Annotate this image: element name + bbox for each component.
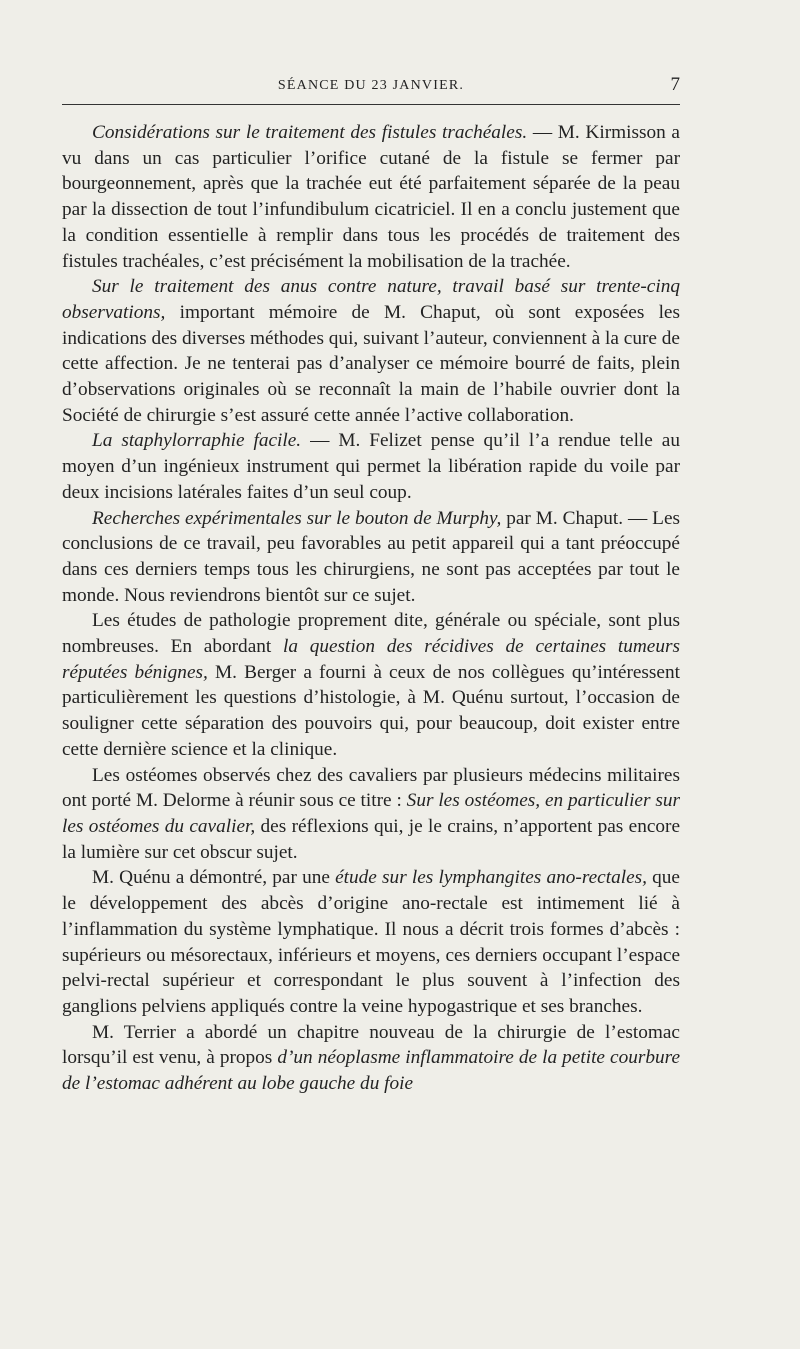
italic-title: Recherches expérimentales sur le bouton de Murphy, — [92, 507, 502, 529]
paragraph — [62, 865, 680, 1019]
running-head — [62, 76, 680, 98]
body-text — [62, 120, 680, 1097]
italic-title: étude sur les lymphangites ano-rectales, — [335, 867, 647, 889]
text-run: Les ostéomes observés chez des cavaliers par plusieurs médecins militaires ont porté M. Delorme à réunir sous ce titre : — [62, 764, 680, 812]
page-number: 7 — [670, 74, 680, 95]
italic-title: d’un néoplasme inflammatoire de la petite courbure de l’estomac adhérent au lobe gauche du foie — [62, 1047, 681, 1095]
paragraph — [62, 1020, 680, 1097]
italic-title: La staphylorraphie facile. — [92, 430, 302, 452]
text-run: — M. Felizet pense qu’il l’a rendue telle au moyen d’un ingénieux instrument qui permet la libération rapide du voile par deux incisions latérales faites d’un seul coup. — [62, 430, 680, 503]
text-run: M. Berger a fourni à ceux de nos collègues qu’intéressent particulièrement les questions d’histologie, à M. Quénu surtout, l’occasion de souligner cette séparation des pouvoirs qui, pour beaucoup, doit exister entre cette dernière science et la clinique. — [62, 661, 680, 760]
italic-title: Sur les ostéomes, en particulier sur les ostéomes du cavalier, — [62, 790, 680, 837]
paragraph — [62, 120, 680, 274]
italic-title: Considérations sur le traitement des fistules trachéales. — [92, 122, 528, 143]
text-run: par M. Chaput. — Les conclusions de ce travail, peu favorables au petit appareil qui a tant préoccupé dans ces derniers temps tous les chirurgiens, ne sont pas acceptées par tout le monde. Nous reviendrons bientôt sur ce sujet. — [62, 507, 680, 606]
italic-title: la question des récidives de certaines tumeurs réputées bénignes, — [62, 636, 680, 683]
text-run: Les études de pathologie proprement dite, générale ou spéciale, sont plus nombreuses. En abordant — [62, 610, 680, 658]
text-run: important mémoire de M. Chaput, où sont exposées les indications des diverses méthodes qui, suivant l’auteur, conviennent à la cure de cette affection. Je ne tenterai pas d’analyser ce mémoire bourré de faits, plein d’observations originales où se reconnaît la main de l’habile ouvrier dont la Société de chirurgie s’est assuré cette année l’active collaboration. — [62, 301, 680, 426]
text-run: — M. Kirmisson a vu dans un cas particulier l’orifice cutané de la fistule se fermer par bourgeonnement, après que la trachée eut été parfaitement séparée de la peau par la dissection de tout l’infundibulum cicatriciel. Il en a conclu justement que la condition essentielle à remplir dans tous les procédés de traitement des fistules trachéales, c’est précisément la mobilisation de la trachée. — [62, 122, 680, 272]
paragraph — [62, 506, 680, 609]
text-run: que le développement des abcès d’origine ano-rectale est intimement lié à l’inflammation du système lymphatique. Il nous a décrit trois formes d’abcès : supérieurs ou mésorectaux, inférieurs et moyens, ces derniers occupant l’espace pelvi-rectal supérieur et correspondant le plus souvent à l’infection des ganglions pelviens appliqués contre la veine hypogastrique et ses branches. — [62, 867, 680, 1017]
paragraph — [62, 274, 680, 428]
header-rule — [62, 104, 680, 105]
text-run: des réflexions qui, je le crains, n’apportent pas encore la lumière sur cet obscur sujet. — [62, 815, 681, 863]
running-title: SÉANCE DU 23 JANVIER. — [277, 78, 465, 93]
italic-title: Sur le traitement des anus contre nature, travail basé sur trente-cinq observations, — [62, 276, 680, 323]
text-run: M. Quénu a démontré, par une — [92, 867, 336, 889]
text-run: M. Terrier a abordé un chapitre nouveau de la chirurgie de l’estomac lorsqu’il est venu, à propos — [62, 1021, 680, 1069]
paragraph — [62, 428, 680, 505]
paragraph — [62, 763, 680, 866]
paragraph — [62, 608, 680, 762]
